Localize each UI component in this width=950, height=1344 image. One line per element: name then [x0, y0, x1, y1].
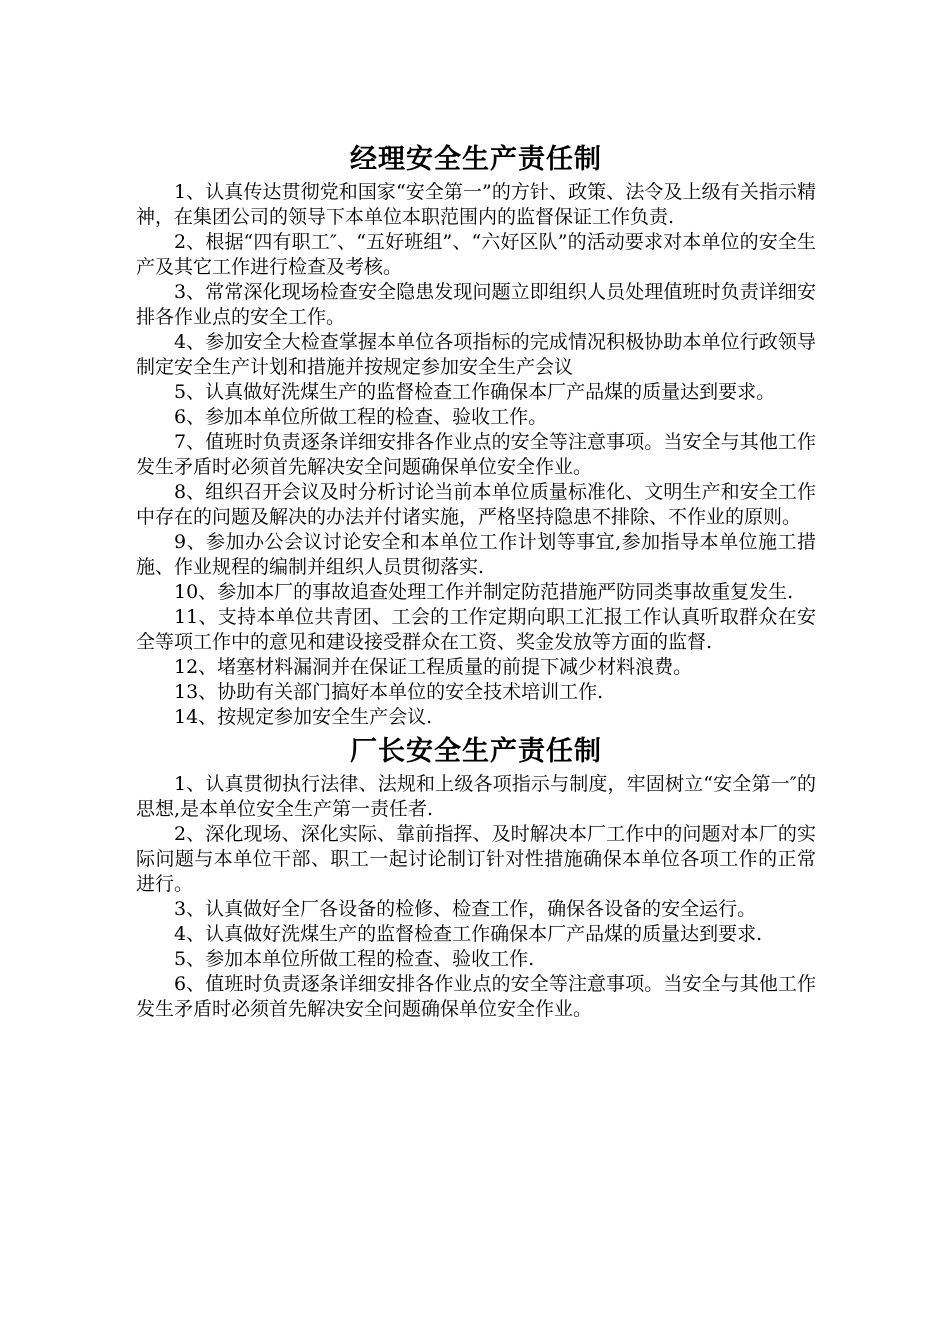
section-manager-safety [136, 140, 816, 730]
list-item: 5、参加本单位所做工程的检查、验收工作. [174, 948, 535, 970]
list-item: 12、堵塞材料漏洞并在保证工程质量的前提下减少材料浪费。 [174, 656, 693, 678]
list-item: 2、根据“四有职工″、“五好班组”、“六好区队”的活动要求对本单位的安全生产及其它工作进行检查及考核。 [136, 231, 816, 278]
list-item: 3、认真做好全厂各设备的检修、检查工作，确保各设备的安全运行。 [174, 898, 757, 920]
list-item: 6、参加本单位所做工程的检查、验收工作。 [174, 406, 548, 428]
list-item: 10、参加本厂的事故追查处理工作并制定防范措施严防同类事故重复发生. [174, 581, 794, 603]
list-item: 6、值班时负责逐条详细安排各作业点的安全等注意事项。当安全与其他工作发生矛盾时必须首先解决安全问题确保单位安全作业。 [136, 973, 816, 1020]
list-item: 9、参加办公会议讨论安全和本单位工作计划等事宜,参加指导本单位施工措施、作业规程的编制并组织人员贯彻落实. [136, 531, 816, 578]
list-item: 3、常常深化现场检查安全隐患发现问题立即组织人员处理值班时负责详细安排各作业点的安全工作。 [136, 281, 816, 328]
list-item: 2、深化现场、深化实际、靠前指挥、及时解决本厂工作中的问题对本厂的实际问题与本单位干部、职工一起讨论制订针对性措施确保本单位各项工作的正常进行。 [136, 823, 816, 895]
list-item: 7、值班时负责逐条详细安排各作业点的安全等注意事项。当安全与其他工作发生矛盾时必须首先解决安全问题确保单位安全作业。 [136, 431, 816, 478]
list-item: 5、认真做好洗煤生产的监督检查工作确保本厂产品煤的质量达到要求。 [174, 381, 776, 403]
list-item: 4、认真做好洗煤生产的监督检查工作确保本厂产品煤的质量达到要求. [174, 923, 763, 945]
section-director-safety [136, 732, 816, 1022]
list-item: 1、认真贯彻执行法律、法规和上级各项指示与制度，牢固树立“安全第一″的思想,是本单位安全生产第一责任者. [136, 773, 816, 820]
document-page [136, 140, 816, 1022]
section-title: 厂长安全生产责任制 [350, 736, 602, 767]
list-item: 8、组织召开会议及时分析讨论当前本单位质量标准化、文明生产和安全工作中存在的问题及解决的办法并付诸实施，严格坚持隐患不排除、不作业的原则。 [136, 481, 816, 528]
list-item: 1、认真传达贯彻党和国家“安全第一”的方针、政策、法令及上级有关指示精神，在集团公司的领导下本单位本职范围内的监督保证工作负责. [136, 181, 816, 228]
list-item: 4、参加安全大检查掌握本单位各项指标的完成情况积极协助本单位行政领导制定安全生产计划和措施并按规定参加安全生产会议 [136, 331, 816, 378]
list-item: 11、支持本单位共青团、工会的工作定期向职工汇报工作认真听取群众在安全等项工作中的意见和建设接受群众在工资、奖金发放等方面的监督. [136, 606, 816, 653]
list-item: 13、协助有关部门搞好本单位的安全技术培训工作. [174, 681, 604, 703]
list-item: 14、按规定参加安全生产会议. [174, 706, 433, 728]
section-title: 经理安全生产责任制 [350, 144, 602, 175]
